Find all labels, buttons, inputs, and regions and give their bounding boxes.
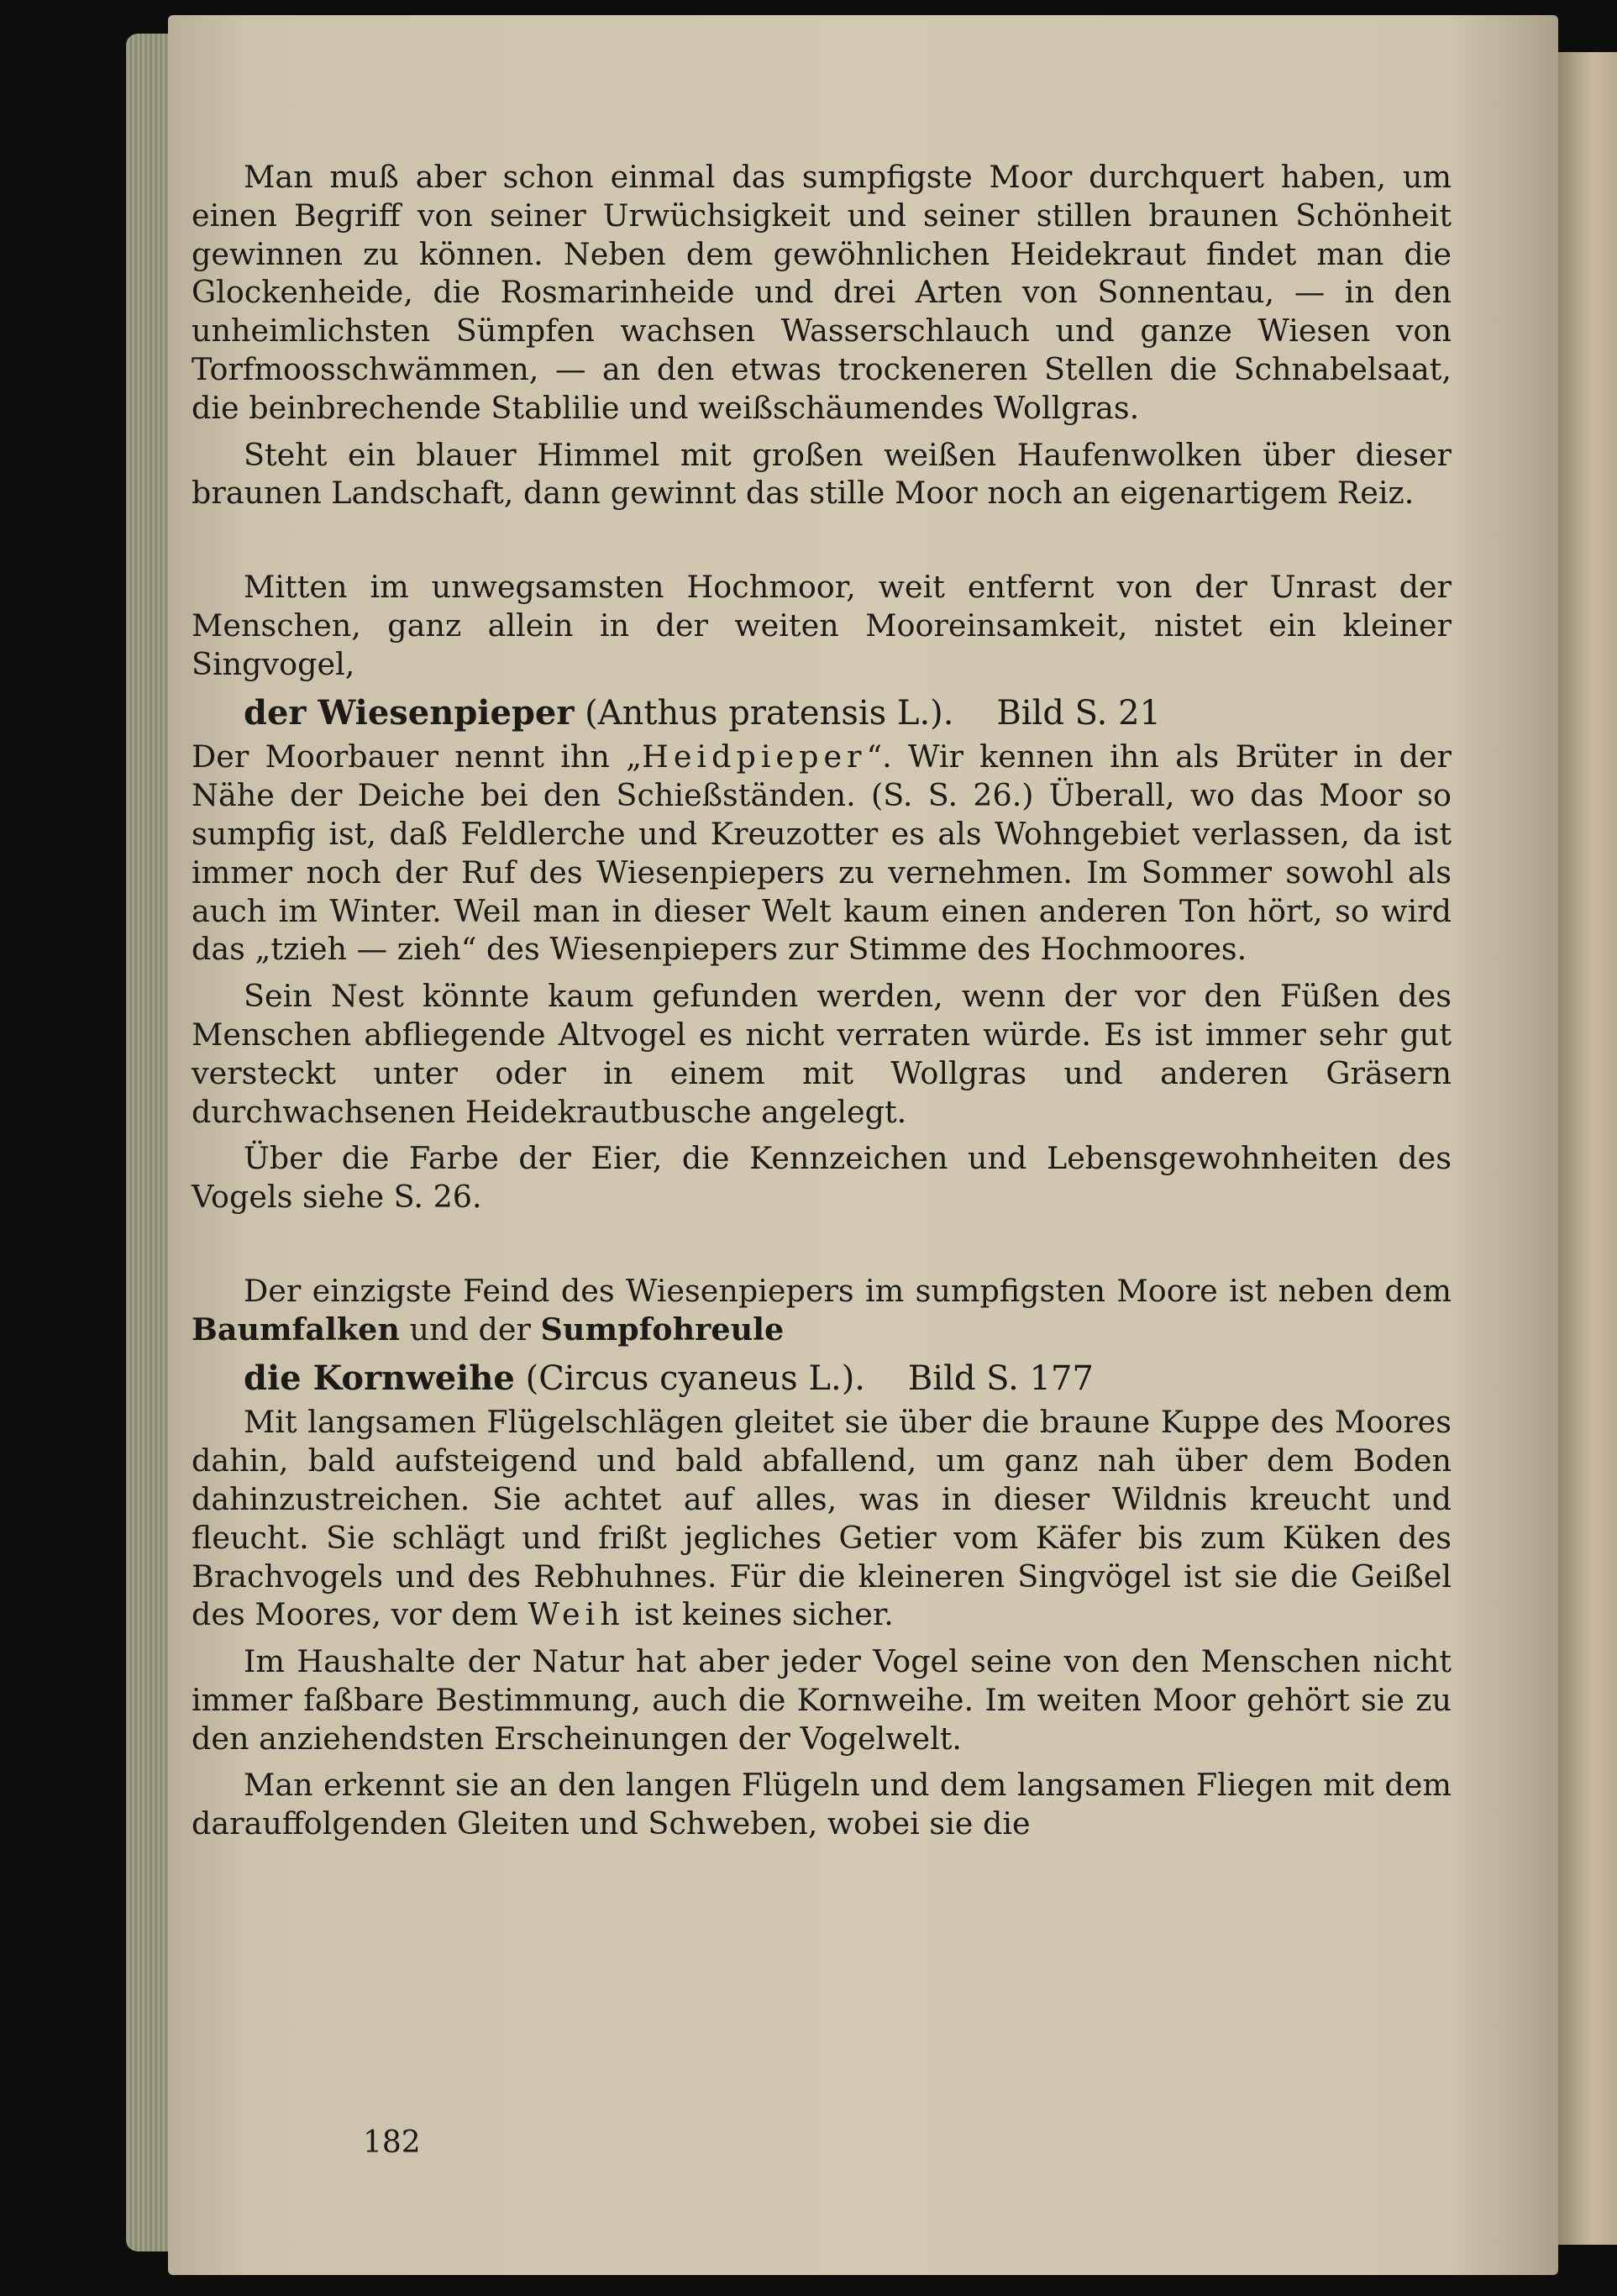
paragraph-hochmoor: Mitten im unwegsamsten Hochmoor, weit entfernt von der Unrast der Menschen, ganz allein in der weiten Mooreinsamkeit, nistet ein kleiner Singvogel, (192, 569, 1452, 682)
heading-wiesenpieper (192, 694, 1452, 733)
page-text (192, 158, 1452, 1843)
paragraph-haushalt: Im Haushalte der Natur hat aber jeder Vogel seine von den Menschen nicht immer faßbare Bestimmung, auch die Kornweihe. Im weiten Moor gehört sie zu den anziehendsten Erscheinungen der Vogelwelt. (192, 1643, 1452, 1757)
feind-text-mid: und der (399, 1311, 541, 1348)
moorbauer-text-pre: Der Moorbauer nennt ihn „ (192, 738, 642, 775)
feind-text-pre: Der einzigste Feind des Wiesenpiepers im sumpfigsten Moore ist neben dem (244, 1272, 1452, 1309)
fluegel-text-post: ist keines sicher. (624, 1596, 894, 1633)
paragraph-moor-intro: Man muß aber schon einmal das sumpfigste Moor durchquert haben, um einen Begriff von seiner Urwüchsigkeit und seiner stillen braunen Schönheit gewinnen zu können. Neben dem gewöhnlichen Heidekraut findet man die Glockenheide, die Rosmarinheide und drei Arten von Sonnentau, — in den unheimlichsten Sümpfen wachsen Wasserschlauch und ganze Wiesen von Torfmoosschwämmen, — an den etwas trockeneren Stellen die Schnabelsaat, die beinbrechende Stablilie und weißschäumendes Wollgras. (192, 159, 1452, 426)
heading-wiesenpieper-latin: (Anthus pratensis L.). (585, 693, 954, 733)
fluegel-text-pre: Mit langsamen Flügelschlägen gleitet sie über die braune Kuppe des Moores dahin, bald aufsteigend und bald abfallend, um ganz nah über dem Boden dahinzustreichen. Sie achtet auf alles, was in dieser Wildnis kreucht und fleucht. Sie schlägt und frißt jegliches Getier vom Käfer bis zum Küken des Brachvogels und des Rebhuhnes. Für die kleineren Singvögel ist sie die Geißel des Moores, vor dem (192, 1404, 1452, 1633)
heading-kornweihe-latin: (Circus cyaneus L.). (525, 1358, 866, 1398)
paragraph-eier: Über die Farbe der Eier, die Kennzeichen und Lebensgewohnheiten des Vogels siehe S. 26. (192, 1140, 1452, 1216)
heading-wiesenpieper-name: der Wiesenpieper (244, 692, 575, 733)
paragraph-fluegelschlaege (192, 1403, 1452, 1634)
facing-page-edge (1554, 52, 1617, 2245)
moorbauer-spaced-word: Heidpieper (641, 738, 867, 775)
paragraph-feind (192, 1272, 1452, 1349)
heading-kornweihe (192, 1359, 1452, 1399)
moorbauer-text-post: “. Wir kennen ihn als Brüter in der Nähe der Deiche bei den Schießständen. (S. S. 26.) Überall, wo das Moor so sumpfig ist, daß Feldlerche und Kreuzotter es als Wohngebiet verlassen, da ist immer noch der Ruf des Wiesenpiepers zu vernehmen. Im Sommer sowohl als auch im Winter. Weil man in dieser Welt kaum einen anderen Ton hört, so wird das „tzieh — zieh“ des Wiesenpiepers zur Stimme des Hochmoores. (192, 738, 1452, 968)
heading-wiesenpieper-ref: Bild S. 21 (996, 693, 1161, 733)
paragraph-nest: Sein Nest könnte kaum gefunden werden, wenn der vor den Füßen des Menschen abfliegende Altvogel es nicht verraten würde. Es ist immer sehr gut versteckt unter oder in einem mit Wollgras und anderen Gräsern durchwachsenen Heidekrautbusche angelegt. (192, 978, 1452, 1130)
heading-kornweihe-ref: Bild S. 177 (907, 1358, 1094, 1398)
page-number: 182 (363, 2125, 421, 2160)
fluegel-spaced-word: Weih (528, 1596, 625, 1633)
feind-bold-sumpfohreule: Sumpfohreule (540, 1311, 785, 1348)
paragraph-sky: Steht ein blauer Himmel mit großen weißen Haufenwolken über dieser braunen Landschaft, dann gewinnt das stille Moor noch an eigenartigem Reiz. (192, 436, 1452, 512)
paragraph-moorbauer (192, 738, 1452, 969)
heading-kornweihe-name: die Kornweihe (244, 1358, 515, 1398)
paragraph-erkennt: Man erkennt sie an den langen Flügeln und dem langsamen Fliegen mit dem darauffolgenden Gleiten und Schweben, wobei sie die (192, 1767, 1452, 1842)
feind-bold-baumfalken: Baumfalken (192, 1311, 400, 1348)
